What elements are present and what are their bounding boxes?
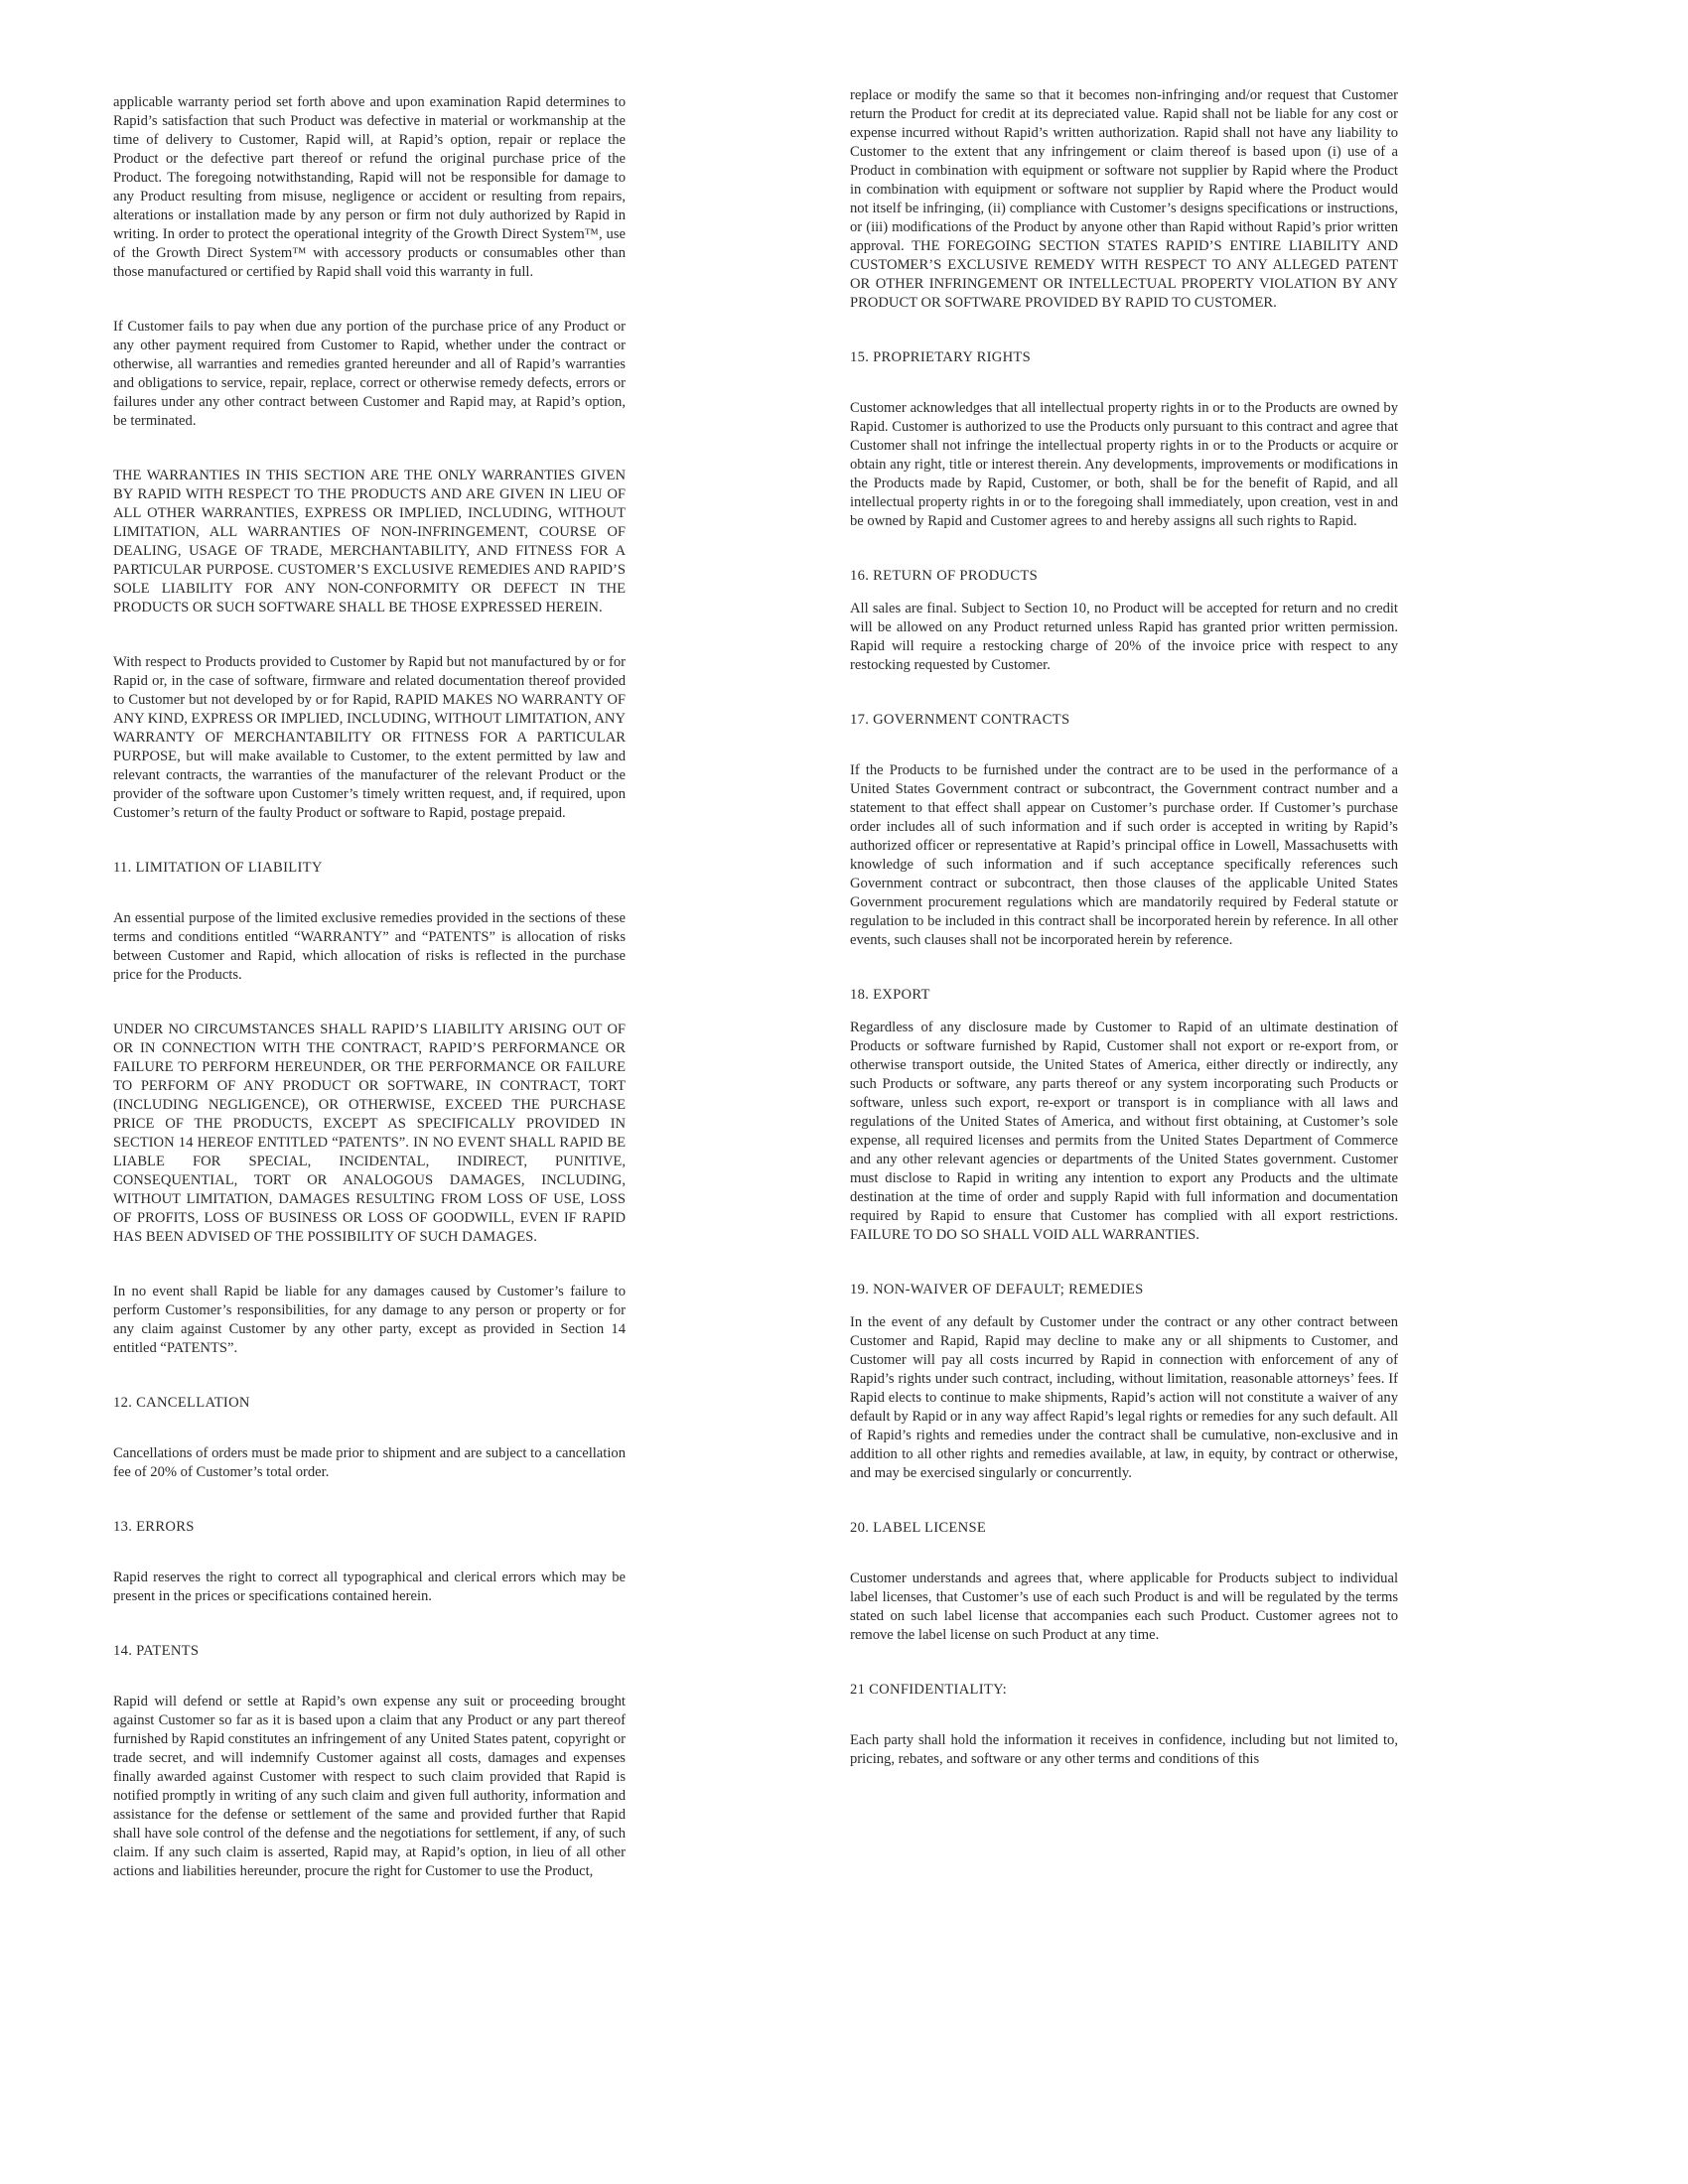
paragraph: Customer acknowledges that all intellectual property rights in or to the Products are owned by Rapid. Customer is authorized to use the Products only pursuant to this contract and agree that Customer shall not infringe the intellectual property rights in or to the Products or acquire or obtain any right, title or interest therein. Any developments, improvements or modifications in the Products made by Rapid, Customer, or both, shall be for the benefit of Rapid, and all intellectual property rights in or to the foregoing shall immediately, upon creation, vest in and be owned by Rapid and Customer agrees to and hereby assigns all such rights to Rapid. xyxy=(850,400,1398,529)
section-heading: 14. PATENTS xyxy=(113,1643,200,1659)
paragraph: An essential purpose of the limited exclusive remedies provided in the sections of these terms and conditions entitled “WARRANTY” and “PATENTS” is allocation of risks between Customer and Rapid, which allocation of risks is reflected in the purchase price for the Products. xyxy=(113,910,626,983)
section-heading: 21 CONFIDENTIALITY: xyxy=(850,1682,1007,1698)
section-heading: 13. ERRORS xyxy=(113,1519,195,1535)
paragraph: applicable warranty period set forth above and upon examination Rapid determines to Rapid’s satisfaction that such Product was defective in material or workmanship at the time of delivery to Customer, Rapid will, at Rapid’s option, repair or replace the Product or the defective part thereof or refund the original purchase price of the Product. The foregoing notwithstanding, Rapid will not be responsible for damage to any Product resulting from misuse, negligence or accident or resulting from repairs, alterations or installation made by any person or firm not duly authorized by Rapid in writing. In order to protect the operational integrity of the Growth Direct System™, use of the Growth Direct System™ with accessory products or consumables other than those manufactured or certified by Rapid shall void this warranty in full. xyxy=(113,94,626,280)
paragraph: Rapid will defend or settle at Rapid’s own expense any suit or proceeding brought against Customer so far as it is based upon a claim that any Product or any part thereof furnished by Rapid constitutes an infringement of any United States patent, copyright or trade secret, and will indemnify Customer against all costs, damages and expenses finally awarded against Customer with respect to such claim provided that Rapid is notified promptly in writing of any such claim and given full authority, information and assistance for the defense or settlement of the same and provided further that Rapid shall have sole control of the defense and the negotiations for settlement, if any, of such claim. If any such claim is asserted, Rapid may, at Rapid’s option, in lieu of all other actions and liabilities hereunder, procure the right for Customer to use the Product, xyxy=(113,1694,626,1879)
paragraph: Rapid reserves the right to correct all typographical and clerical errors which may be present in the prices or specifications contained herein. xyxy=(113,1570,626,1604)
paragraph: Regardless of any disclosure made by Customer to Rapid of an ultimate destination of Products or software furnished by Rapid, Customer shall not export or re-export from, or otherwise transport outside, the United States of America, either directly or indirectly, any such Products or software, any parts thereof or any system incorporating such Products or software, unless such export, re-export or transport is in compliance with all laws and regulations of the United States of America, and without first obtaining, at Customer’s sole expense, all required licenses and permits from the United States Department of Commerce and any other relevant agencies or departments of the United States government. Customer must disclose to Rapid in writing any intention to export any Products and the ultimate destination at the time of order and supply Rapid with full information and documentation required by Rapid to ensure that Customer has complied with all export restrictions. FAILURE TO DO SO SHALL VOID ALL WARRANTIES. xyxy=(850,1020,1398,1243)
section-heading: 11. LIMITATION OF LIABILITY xyxy=(113,860,323,876)
paragraph: UNDER NO CIRCUMSTANCES SHALL RAPID’S LIABILITY ARISING OUT OF OR IN CONNECTION WITH THE CONTRACT, RAPID’S PERFORMANCE OR FAILURE TO PERFORM HEREUNDER, OR THE PERFORMANCE OR FAILURE TO PERFORM OF ANY PRODUCT OR SOFTWARE, IN CONTRACT, TORT (INCLUDING NEGLIGENCE), OR OTHERWISE, EXCEED THE PURCHASE PRICE OF THE PRODUCTS, EXCEPT AS SPECIFICALLY PROVIDED IN SECTION 14 HEREOF ENTITLED “PATENTS”. IN NO EVENT SHALL RAPID BE LIABLE FOR SPECIAL, INCIDENTAL, INDIRECT, PUNITIVE, CONSEQUENTIAL, TORT OR ANALOGOUS DAMAGES, INCLUDING, WITHOUT LIMITATION, DAMAGES RESULTING FROM LOSS OF USE, LOSS OF PROFITS, LOSS OF BUSINESS OR LOSS OF GOODWILL, EVEN IF RAPID HAS BEEN ADVISED OF THE POSSIBILITY OF SUCH DAMAGES. xyxy=(113,1022,626,1245)
paragraph: If the Products to be furnished under the contract are to be used in the performance of a United States Government contract or subcontract, the Government contract number and a statement to that effect shall appear on Customer’s purchase order. If Customer’s purchase order includes all of such information and if such order is accepted in writing by Rapid’s authorized officer or representative at Rapid’s principal office in Lowell, Massachusetts with knowledge of such information and if such acceptance specifically references such Government contract or subcontract, then those clauses of the applicable United States Government procurement regulations which are mandatorily required by Federal statute or regulation to be included in this contract shall be incorporated herein by reference. In all other events, such clauses shall not be incorporated herein by reference. xyxy=(850,762,1398,948)
section-heading: 16. RETURN OF PRODUCTS xyxy=(850,568,1039,584)
paragraph: In the event of any default by Customer under the contract or any other contract between Customer and Rapid, Rapid may decline to make any or all shipments to Customer, and Customer will pay all costs incurred by Rapid in connection with enforcement of any of Rapid’s rights under such contract, including, without limitation, reasonable attorneys’ fees. If Rapid elects to continue to make shipments, Rapid’s action will not constitute a waiver of any default by Rapid or in any way affect Rapid’s legal rights or remedies for any such default. All of Rapid’s rights and remedies under the contract shall be cumulative, non-exclusive and in addition to all other rights and remedies available, at law, in equity, by contract or otherwise, and may be exercised singularly or concurrently. xyxy=(850,1314,1398,1481)
section-heading: 20. LABEL LICENSE xyxy=(850,1520,987,1536)
paragraph: All sales are final. Subject to Section 10, no Product will be accepted for return and no credit will be allowed on any Product returned unless Rapid has granted prior written permission. Rapid will require a restocking charge of 20% of the invoice price with respect to any restocking requested by Customer. xyxy=(850,601,1398,673)
section-heading: 19. NON-WAIVER OF DEFAULT; REMEDIES xyxy=(850,1282,1144,1297)
section-heading: 18. EXPORT xyxy=(850,987,930,1003)
paragraph: With respect to Products provided to Customer by Rapid but not manufactured by or for Rapid or, in the case of software, firmware and related documentation thereof provided to Customer but not developed by or for Rapid, RAPID MAKES NO WARRANTY OF ANY KIND, EXPRESS OR IMPLIED, INCLUDING, WITHOUT LIMITATION, ANY WARRANTY OF MERCHANTABILITY OR FITNESS FOR A PARTICULAR PURPOSE, but will make available to Customer, to the extent permitted by law and relevant contracts, the warranties of the manufacturer of the relevant Product or the provider of the software upon Customer’s timely written request, and, if required, upon Customer’s return of the faulty Product or software to Rapid, postage prepaid. xyxy=(113,654,626,821)
section-heading: 15. PROPRIETARY RIGHTS xyxy=(850,349,1032,365)
paragraph: replace or modify the same so that it becomes non-infringing and/or request that Customer return the Product for credit at its depreciated value. Rapid shall not be liable for any cost or expense incurred without Rapid’s written authorization. Rapid shall not have any liability to Customer to the extent that any infringement or claim thereof is based upon (i) use of a Product in combination with equipment or software not supplier by Rapid where the Product in combination with equipment or software not supplier by Rapid where the Product would not itself be infringing, (ii) compliance with Customer’s designs specifications or instructions, or (iii) modifications of the Product by anyone other than Rapid without Rapid’s prior written approval. THE FOREGOING SECTION STATES RAPID’S ENTIRE LIABILITY AND CUSTOMER’S EXCLUSIVE REMEDY WITH RESPECT TO ANY ALLEGED PATENT OR OTHER INFRINGEMENT OR INTELLECTUAL PROPERTY VIOLATION BY ANY PRODUCT OR SOFTWARE PROVIDED BY RAPID TO CUSTOMER. xyxy=(850,87,1398,311)
section-heading: 12. CANCELLATION xyxy=(113,1395,250,1411)
left-column xyxy=(113,93,626,1917)
right-column xyxy=(850,86,1398,1805)
paragraph: THE WARRANTIES IN THIS SECTION ARE THE ONLY WARRANTIES GIVEN BY RAPID WITH RESPECT TO THE PRODUCTS AND ARE GIVEN IN LIEU OF ALL OTHER WARRANTIES, EXPRESS OR IMPLIED, INCLUDING, WITHOUT LIMITATION, ALL WARRANTIES OF NON-INFRINGEMENT, COURSE OF DEALING, USAGE OF TRADE, MERCHANTABILITY, AND FITNESS FOR A PARTICULAR PURPOSE. CUSTOMER’S EXCLUSIVE REMEDIES AND RAPID’S SOLE LIABILITY FOR ANY NON-CONFORMITY OR DEFECT IN THE PRODUCTS OR SUCH SOFTWARE SHALL BE THOSE EXPRESSED HEREIN. xyxy=(113,468,626,615)
section-heading: 17. GOVERNMENT CONTRACTS xyxy=(850,712,1070,728)
paragraph: If Customer fails to pay when due any portion of the purchase price of any Product or any other payment required from Customer to Rapid, whether under the contract or otherwise, all warranties and remedies granted hereunder and all of Rapid’s warranties and obligations to service, repair, replace, correct or otherwise remedy defects, errors or failures under any other contract between Customer and Rapid may, at Rapid’s option, be terminated. xyxy=(113,319,626,429)
paragraph: In no event shall Rapid be liable for any damages caused by Customer’s failure to perform Customer’s responsibilities, for any damage to any person or property or for any claim against Customer by any other party, except as provided in Section 14 entitled “PATENTS”. xyxy=(113,1284,626,1356)
paragraph: Customer understands and agrees that, where applicable for Products subject to individual label licenses, that Customer’s use of each such Product is and will be regulated by the terms stated on such label license that accompanies each such Product. Customer agrees not to remove the label license on such Product at any time. xyxy=(850,1570,1398,1643)
paragraph: Cancellations of orders must be made prior to shipment and are subject to a cancellation fee of 20% of Customer’s total order. xyxy=(113,1445,626,1480)
paragraph: Each party shall hold the information it receives in confidence, including but not limited to, pricing, rebates, and software or any other terms and conditions of this xyxy=(850,1732,1398,1767)
